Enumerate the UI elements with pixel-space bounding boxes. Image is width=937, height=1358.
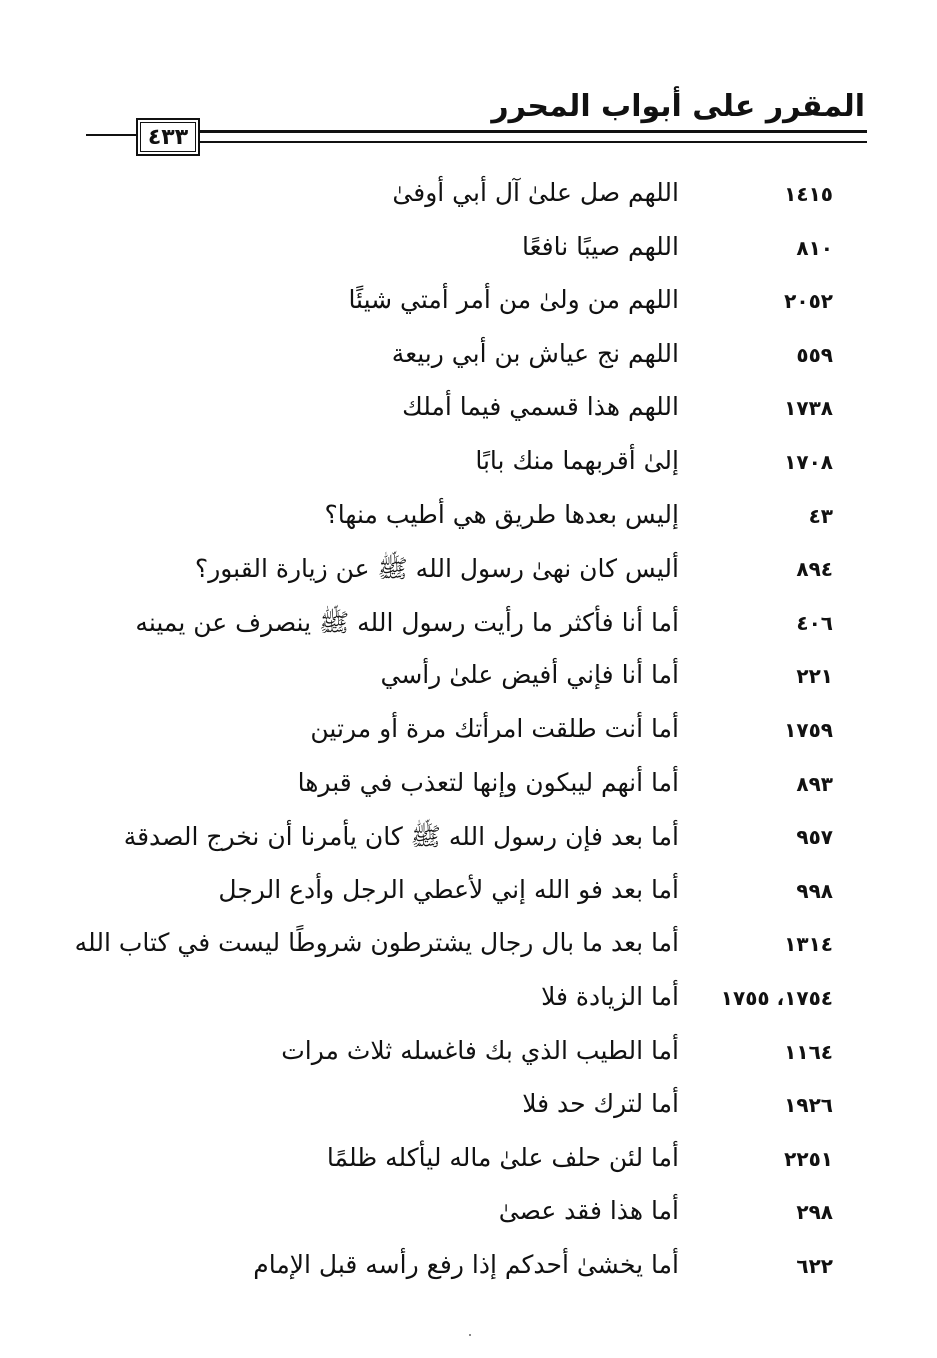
index-entry: [0, 1244, 937, 1298]
hadith-index-list: [0, 172, 937, 1297]
index-entry: [0, 815, 937, 869]
index-entry: [0, 601, 937, 655]
index-entry: [0, 762, 937, 816]
hadith-number: ٤٠٦: [796, 610, 833, 635]
hadith-text: أما أنت طلقت امرأتك مرة أو مرتين: [310, 713, 679, 743]
hadith-number: ١٧٣٨: [784, 396, 833, 421]
hadith-text: أما لئن حلف علىٰ ماله ليأكله ظلمًا: [326, 1142, 679, 1172]
hadith-text: اللهم من ولىٰ من أمر أمتي شيئًا: [348, 285, 679, 315]
hadith-text: أما الزيادة فلا: [541, 981, 679, 1011]
hadith-text: أما لترك حد فلا: [522, 1089, 679, 1119]
hadith-number: ١٧٥٩: [784, 717, 833, 742]
hadith-number: ٦٢٢: [796, 1253, 833, 1278]
hadith-text: اللهم هذا قسمي فيما أملك: [402, 392, 679, 422]
index-entry: [0, 976, 937, 1030]
hadith-text: أما الطيب الذي بك فاغسله ثلاث مرات: [281, 1035, 679, 1065]
hadith-number: ١١٦٤: [784, 1039, 833, 1064]
hadith-text: أما أنا فأكثر ما رأيت رسول الله ﷺ ينصرف عن يمينه: [135, 607, 679, 637]
scan-speck: [469, 1334, 471, 1336]
index-entry: [0, 226, 937, 280]
header-rule-thin: [200, 141, 867, 143]
index-entry: [0, 333, 937, 387]
index-entry: [0, 172, 937, 226]
hadith-text: أما أنا فإني أفيض علىٰ رأسي: [380, 660, 679, 690]
page-number: ٤٣٣: [147, 124, 189, 150]
hadith-text: أما أنهم ليبكون وإنها لتعذب في قبرها: [297, 767, 679, 797]
hadith-number: ٥٥٩: [796, 342, 833, 367]
hadith-number: ١٤١٥: [784, 182, 833, 206]
hadith-number: ١٩٢٦: [784, 1093, 833, 1118]
index-entry: [0, 1083, 937, 1137]
hadith-text: أما يخشىٰ أحدكم إذا رفع رأسه قبل الإمام: [253, 1249, 679, 1279]
hadith-text: اللهم صيبًا نافعًا: [521, 231, 679, 261]
page-number-box: [136, 118, 200, 156]
hadith-number: ٢٠٥٢: [784, 289, 833, 314]
hadith-text: أما هذا فقد عصىٰ: [498, 1196, 679, 1226]
hadith-number: ١٣١٤: [784, 932, 833, 957]
hadith-text: اللهم صل علىٰ آل أبي أوفىٰ: [392, 178, 679, 207]
index-entry: [0, 494, 937, 548]
hadith-text: أليس كان نهىٰ رسول الله ﷺ عن زيارة القبور؟: [194, 554, 679, 584]
hadith-number: ٨٩٣: [796, 771, 833, 796]
header-rule-thick: [200, 130, 867, 133]
header-rule-left: [86, 134, 136, 136]
hadith-number: ١٧٥٤، ١٧٥٥: [720, 985, 833, 1010]
index-entry: [0, 440, 937, 494]
hadith-number: ٨٩٤: [796, 557, 833, 582]
hadith-text: أما بعد فو الله إني لأعطي الرجل وأدع الرجل: [218, 874, 679, 904]
index-entry: [0, 708, 937, 762]
hadith-text: أما بعد ما بال رجال يشترطون شروطًا ليست في كتاب الله: [74, 928, 679, 958]
hadith-number: ١٧٠٨: [784, 449, 833, 474]
hadith-number: ٢٢٥١: [784, 1146, 833, 1171]
index-entry: [0, 869, 937, 923]
index-entry: [0, 1137, 937, 1191]
index-entry: [0, 654, 937, 708]
hadith-text: إليس بعدها طريق هي أطيب منها؟: [324, 499, 679, 529]
index-entry: [0, 922, 937, 976]
index-entry: [0, 1030, 937, 1084]
hadith-number: ٢٩٨: [796, 1200, 833, 1225]
index-entry: [0, 279, 937, 333]
hadith-number: ٢٢١: [796, 664, 833, 689]
hadith-number: ٤٣: [808, 503, 833, 528]
hadith-text: اللهم نج عياش بن أبي ربيعة: [391, 338, 679, 368]
index-entry: [0, 1190, 937, 1244]
index-entry: [0, 547, 937, 601]
hadith-text: إلىٰ أقربهما منك بابًا: [475, 445, 679, 475]
hadith-number: ٩٥٧: [796, 825, 833, 850]
index-entry: [0, 386, 937, 440]
hadith-number: ٩٩٨: [796, 878, 833, 903]
hadith-number: ٨١٠: [796, 235, 833, 260]
book-title: المقرر على أبواب المحرر: [491, 89, 865, 124]
hadith-text: أما بعد فإن رسول الله ﷺ كان يأمرنا أن نخرج الصدقة: [123, 822, 679, 852]
